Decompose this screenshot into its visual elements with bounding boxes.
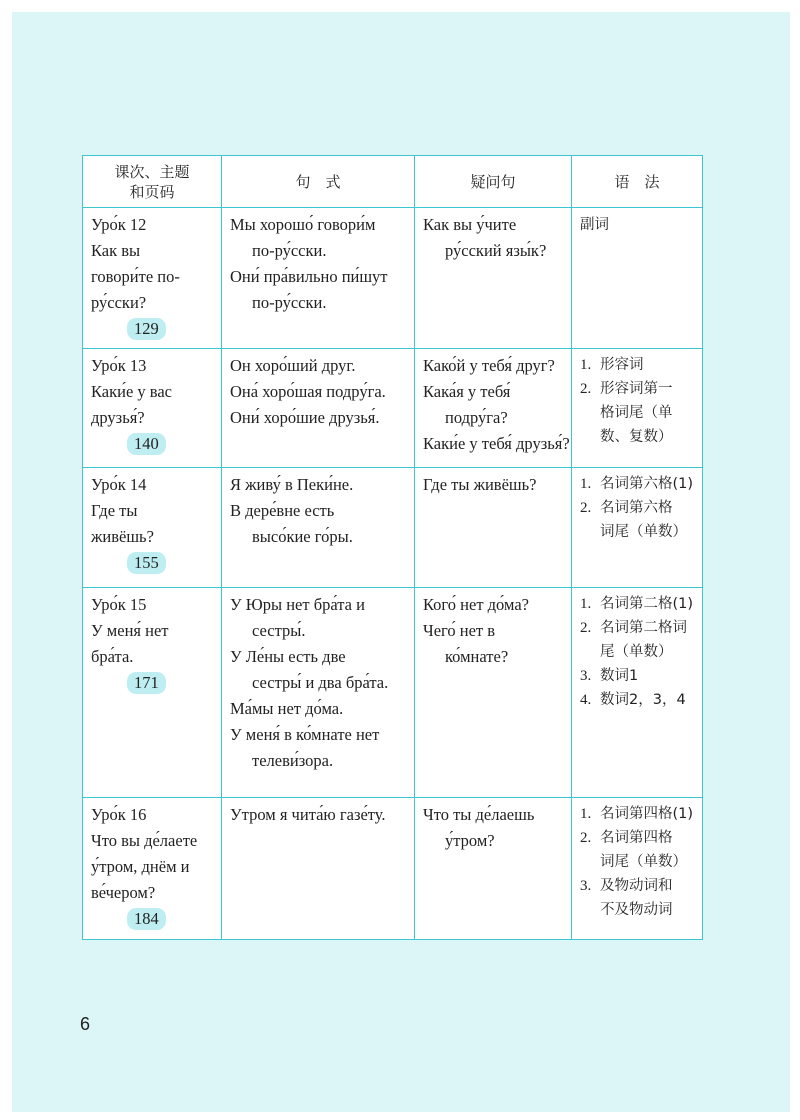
lesson-title-line: Каки́е у вас [91,381,173,401]
lesson-title-line: Уро́к 12 [91,215,147,234]
pattern-cell [222,208,415,349]
pattern-cell [222,468,415,587]
grammar-cell [572,208,703,349]
sentence-pattern: У меня́ в ко́мнате нет [230,724,380,744]
table-header-row [83,156,703,208]
grammar-item-text: 词尾（单数） [600,524,687,541]
grammar-item-text: 名词第二格(1) [600,595,694,612]
pattern-cell [222,798,415,940]
grammar-item-text: 名词第六格 [600,500,673,517]
grammar-item [580,616,694,664]
grammar-item [580,688,694,712]
question-cell [415,348,572,467]
grammar-list [580,802,694,922]
sentence-pattern: Они́ пра́вильно пи́шут [230,267,388,286]
lesson-title-line: ве́чером? [91,883,156,903]
grammar-item-text: 名词第二格词 [600,619,687,636]
grammar-item-text: 名词第六格(1) [600,476,694,493]
grammar-item-text: 名词第四格 [600,830,673,847]
question-cell [415,208,572,349]
lesson-title-line: друзья́? [91,407,145,427]
lesson-page-number[interactable]: 184 [127,908,166,930]
grammar-item [580,353,694,377]
grammar-item [580,377,694,449]
question-sentence: ру́сский язы́к? [445,241,547,260]
lesson-title-line: живёшь? [91,527,154,547]
grammar-item-number: 2. [580,619,592,636]
grammar-cell [572,587,703,798]
question-sentence: подру́га? [445,407,508,427]
grammar-item-text: 词尾（单数） [600,854,687,871]
grammar-item-text: 形容词第一 [600,380,673,397]
grammar-item-number: 1. [580,595,592,612]
grammar-item [580,802,694,826]
grammar-item-number: 2. [580,500,592,517]
sentence-pattern: Мы хорошо́ говори́м [230,215,376,234]
grammar-item [580,472,694,496]
table-row [83,208,703,349]
pattern-cell [222,587,415,798]
grammar-item-number: 1. [580,356,592,373]
lesson-page-number[interactable]: 155 [127,552,166,574]
question-cell [415,798,572,940]
grammar-item-number: 2. [580,830,592,847]
sentence-pattern: высо́кие го́ры. [252,527,353,547]
sentence-pattern: Она́ хоро́шая подру́га. [230,381,386,401]
sentence-pattern: Я живу́ в Пеки́не. [230,475,354,495]
question-sentence: Как вы у́чите [423,215,517,234]
lesson-title-line: говори́те по- [91,267,180,286]
table-row [83,348,703,467]
grammar-item [580,664,694,688]
question-sentence: Кого́ нет до́ма? [423,594,529,614]
lesson-title-line: Что вы де́лаете [91,831,198,851]
header-lesson-line2: 和页码 [129,182,175,201]
lesson-cell [83,468,222,587]
sentence-pattern: сестры́ и два бра́та. [252,672,389,692]
lesson-cell [83,587,222,798]
lesson-page-number[interactable]: 171 [127,672,166,694]
sentence-pattern: Ма́мы нет до́ма. [230,698,344,718]
grammar-item-text: 尾（单数） [600,643,673,660]
sentence-pattern: телеви́зора. [252,750,334,770]
lesson-title-line: Где ты [91,501,138,521]
question-sentence: у́тром? [445,831,495,851]
lesson-title-line: ру́сски? [91,293,147,312]
page-number: 6 [80,1014,91,1034]
lesson-page-number[interactable]: 140 [127,433,166,455]
grammar-cell [572,468,703,587]
sentence-pattern: В дере́вне есть [230,501,335,521]
grammar-item [580,496,694,544]
lesson-title-line: бра́та. [91,646,134,666]
lesson-title-line: у́тром, днём и [91,857,190,877]
lesson-cell [83,208,222,349]
grammar-list [580,472,694,544]
header-patterns: 句 式 [222,156,415,208]
lesson-cell [83,798,222,940]
grammar-item-text: 数、复数） [600,428,673,445]
grammar-item [580,874,694,922]
sentence-pattern: Утром я чита́ю газе́ту. [230,805,386,825]
lesson-title-line: У меня́ нет [91,620,169,640]
grammar-item-text: 数词2，3，4 [600,691,686,708]
header-questions: 疑问句 [415,156,572,208]
lesson-title-line: Как вы [91,241,141,260]
grammar-cell [572,798,703,940]
sentence-pattern: У Юры нет бра́та и [230,594,365,614]
grammar-list [580,353,694,449]
sentence-pattern: У Ле́ны есть две [230,646,346,666]
sentence-pattern: сестры́. [252,620,306,640]
grammar-item-text: 不及物动词 [600,902,673,919]
question-sentence: Каки́е у тебя́ друзья́? [423,433,570,453]
grammar-item-text: 及物动词和 [600,878,673,895]
header-grammar: 语 法 [572,156,703,208]
sentence-pattern: по-ру́сски. [252,293,327,312]
grammar-item [580,826,694,874]
lesson-title-line: Уро́к 15 [91,594,147,614]
grammar-item-number: 1. [580,476,592,493]
grammar-item-number: 3. [580,878,592,895]
grammar-item [580,592,694,616]
lesson-title-line: Уро́к 16 [91,805,147,825]
sentence-pattern: Он хоро́ший друг. [230,355,356,375]
table-row [83,468,703,587]
grammar-item-text: 形容词 [600,356,644,373]
textbook-page [12,12,790,1112]
grammar-list [580,592,694,712]
grammar-item-text: 名词第四格(1) [600,806,694,823]
grammar-item-number: 2. [580,380,592,397]
sentence-pattern: по-ру́сски. [252,241,327,260]
header-lesson [83,156,222,208]
pattern-cell [222,348,415,467]
grammar-item-text: 数词1 [600,667,639,684]
sentence-pattern: Они́ хоро́шие друзья́. [230,407,380,427]
question-sentence: Кака́я у тебя́ [423,381,511,401]
contents-table [82,155,703,940]
lesson-cell [83,348,222,467]
question-sentence: Где ты живёшь? [423,475,537,495]
grammar-cell [572,348,703,467]
grammar-item-text: 格词尾（单 [600,404,673,421]
question-cell [415,587,572,798]
question-sentence: ко́мнате? [445,646,509,666]
question-sentence: Что ты де́лаешь [423,805,535,825]
grammar-item-number: 1. [580,806,592,823]
lesson-page-number[interactable]: 129 [127,318,166,340]
lesson-title-line: Уро́к 13 [91,355,147,375]
question-sentence: Чего́ нет в [423,620,496,640]
header-lesson-line1: 课次、主题 [114,162,190,181]
lesson-title-line: Уро́к 14 [91,475,147,495]
table-row [83,587,703,798]
table-row [83,798,703,940]
question-cell [415,468,572,587]
question-sentence: Како́й у тебя́ друг? [423,355,555,375]
grammar-item-number: 4. [580,691,592,708]
grammar-topic: 副词 [580,217,609,233]
grammar-item-number: 3. [580,667,592,684]
